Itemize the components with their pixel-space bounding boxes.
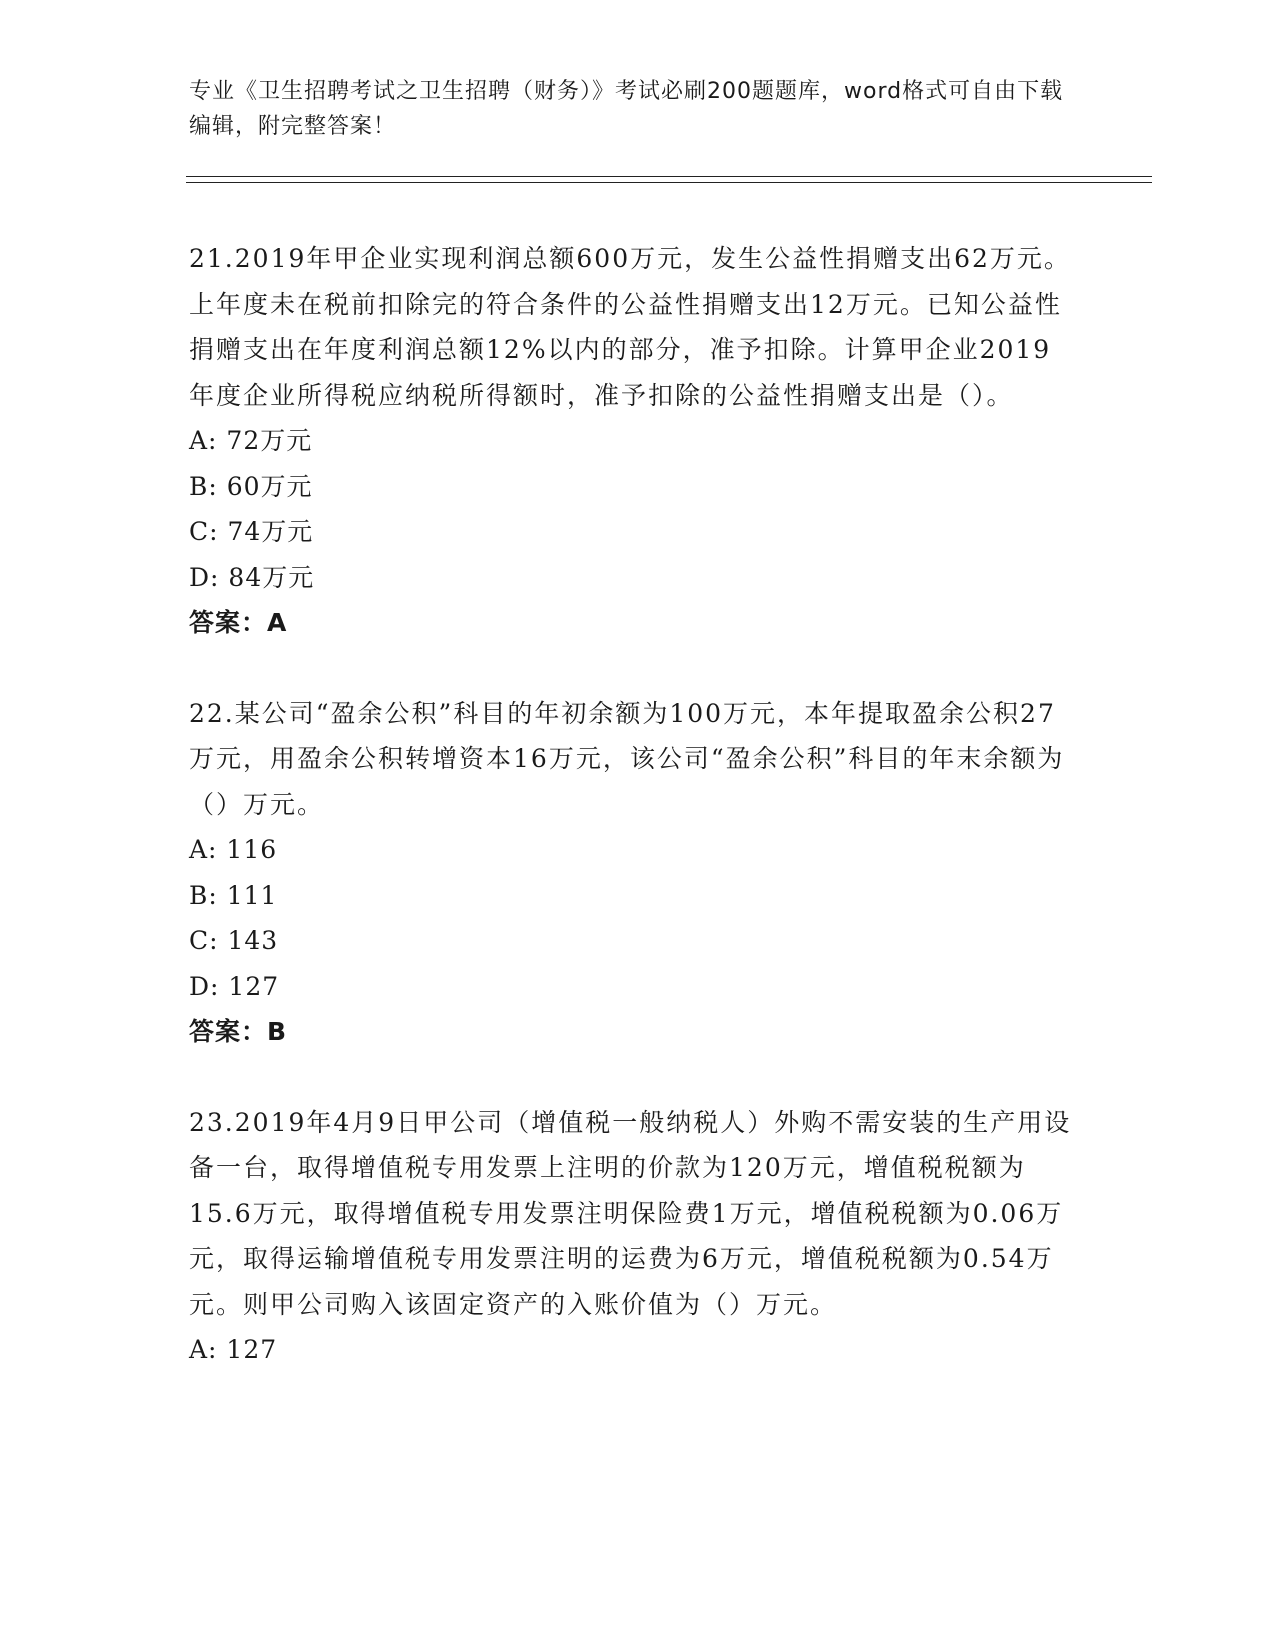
- option-c: C: 74万元: [189, 517, 314, 546]
- question-list: [189, 236, 1074, 1418]
- answer-line: 答案：B: [189, 1017, 288, 1046]
- header-divider-top: [186, 176, 1152, 177]
- option-b: B: 60万元: [189, 471, 313, 501]
- option-d: D: 127: [189, 971, 280, 1001]
- question-23: [189, 1100, 1074, 1373]
- question-stem: 23.2019年4月9日甲公司（增值税一般纳税人）外购不需安装的生产用设备一台，取得增值税专用发票上注明的价款为120万元，增值税税额为15.6万元，取得增值税专用发票注明保险费1万元，增值税税额为0.06万元，取得运输增值税专用发票注明的运费为6万元，增值税税额为0.54万元。则甲公司购入该固定资产的入账价值为（）万元。: [189, 1107, 1072, 1319]
- question-stem: 21.2019年甲企业实现利润总额600万元，发生公益性捐赠支出62万元。上年度未在税前扣除完的符合条件的公益性捐赠支出12万元。已知公益性捐赠支出在年度利润总额12%以内的部分，准予扣除。计算甲企业2019年度企业所得税应纳税所得额时，准予扣除的公益性捐赠支出是（）。: [189, 244, 1071, 410]
- header-divider-bottom: [186, 182, 1152, 183]
- option-a: A: 116: [189, 835, 278, 864]
- question-stem: 22.某公司“盈余公积”科目的年初余额为100万元，本年提取盈余公积27万元，用盈余公积转增资本16万元，该公司“盈余公积”科目的年末余额为（）万元。: [189, 698, 1065, 819]
- question-21: [189, 236, 1074, 646]
- answer-line: 答案：A: [189, 608, 288, 637]
- option-d: D: 84万元: [189, 562, 315, 592]
- option-a: A: 72万元: [189, 426, 313, 455]
- document-header: 专业《卫生招聘考试之卫生招聘（财务）》考试必刷200题题库，word格式可自由下载编辑，附完整答案！: [189, 79, 1064, 139]
- option-a: A: 127: [189, 1335, 278, 1364]
- option-b: B: 111: [189, 880, 278, 910]
- question-22: [189, 691, 1074, 1055]
- option-c: C: 143: [189, 926, 279, 955]
